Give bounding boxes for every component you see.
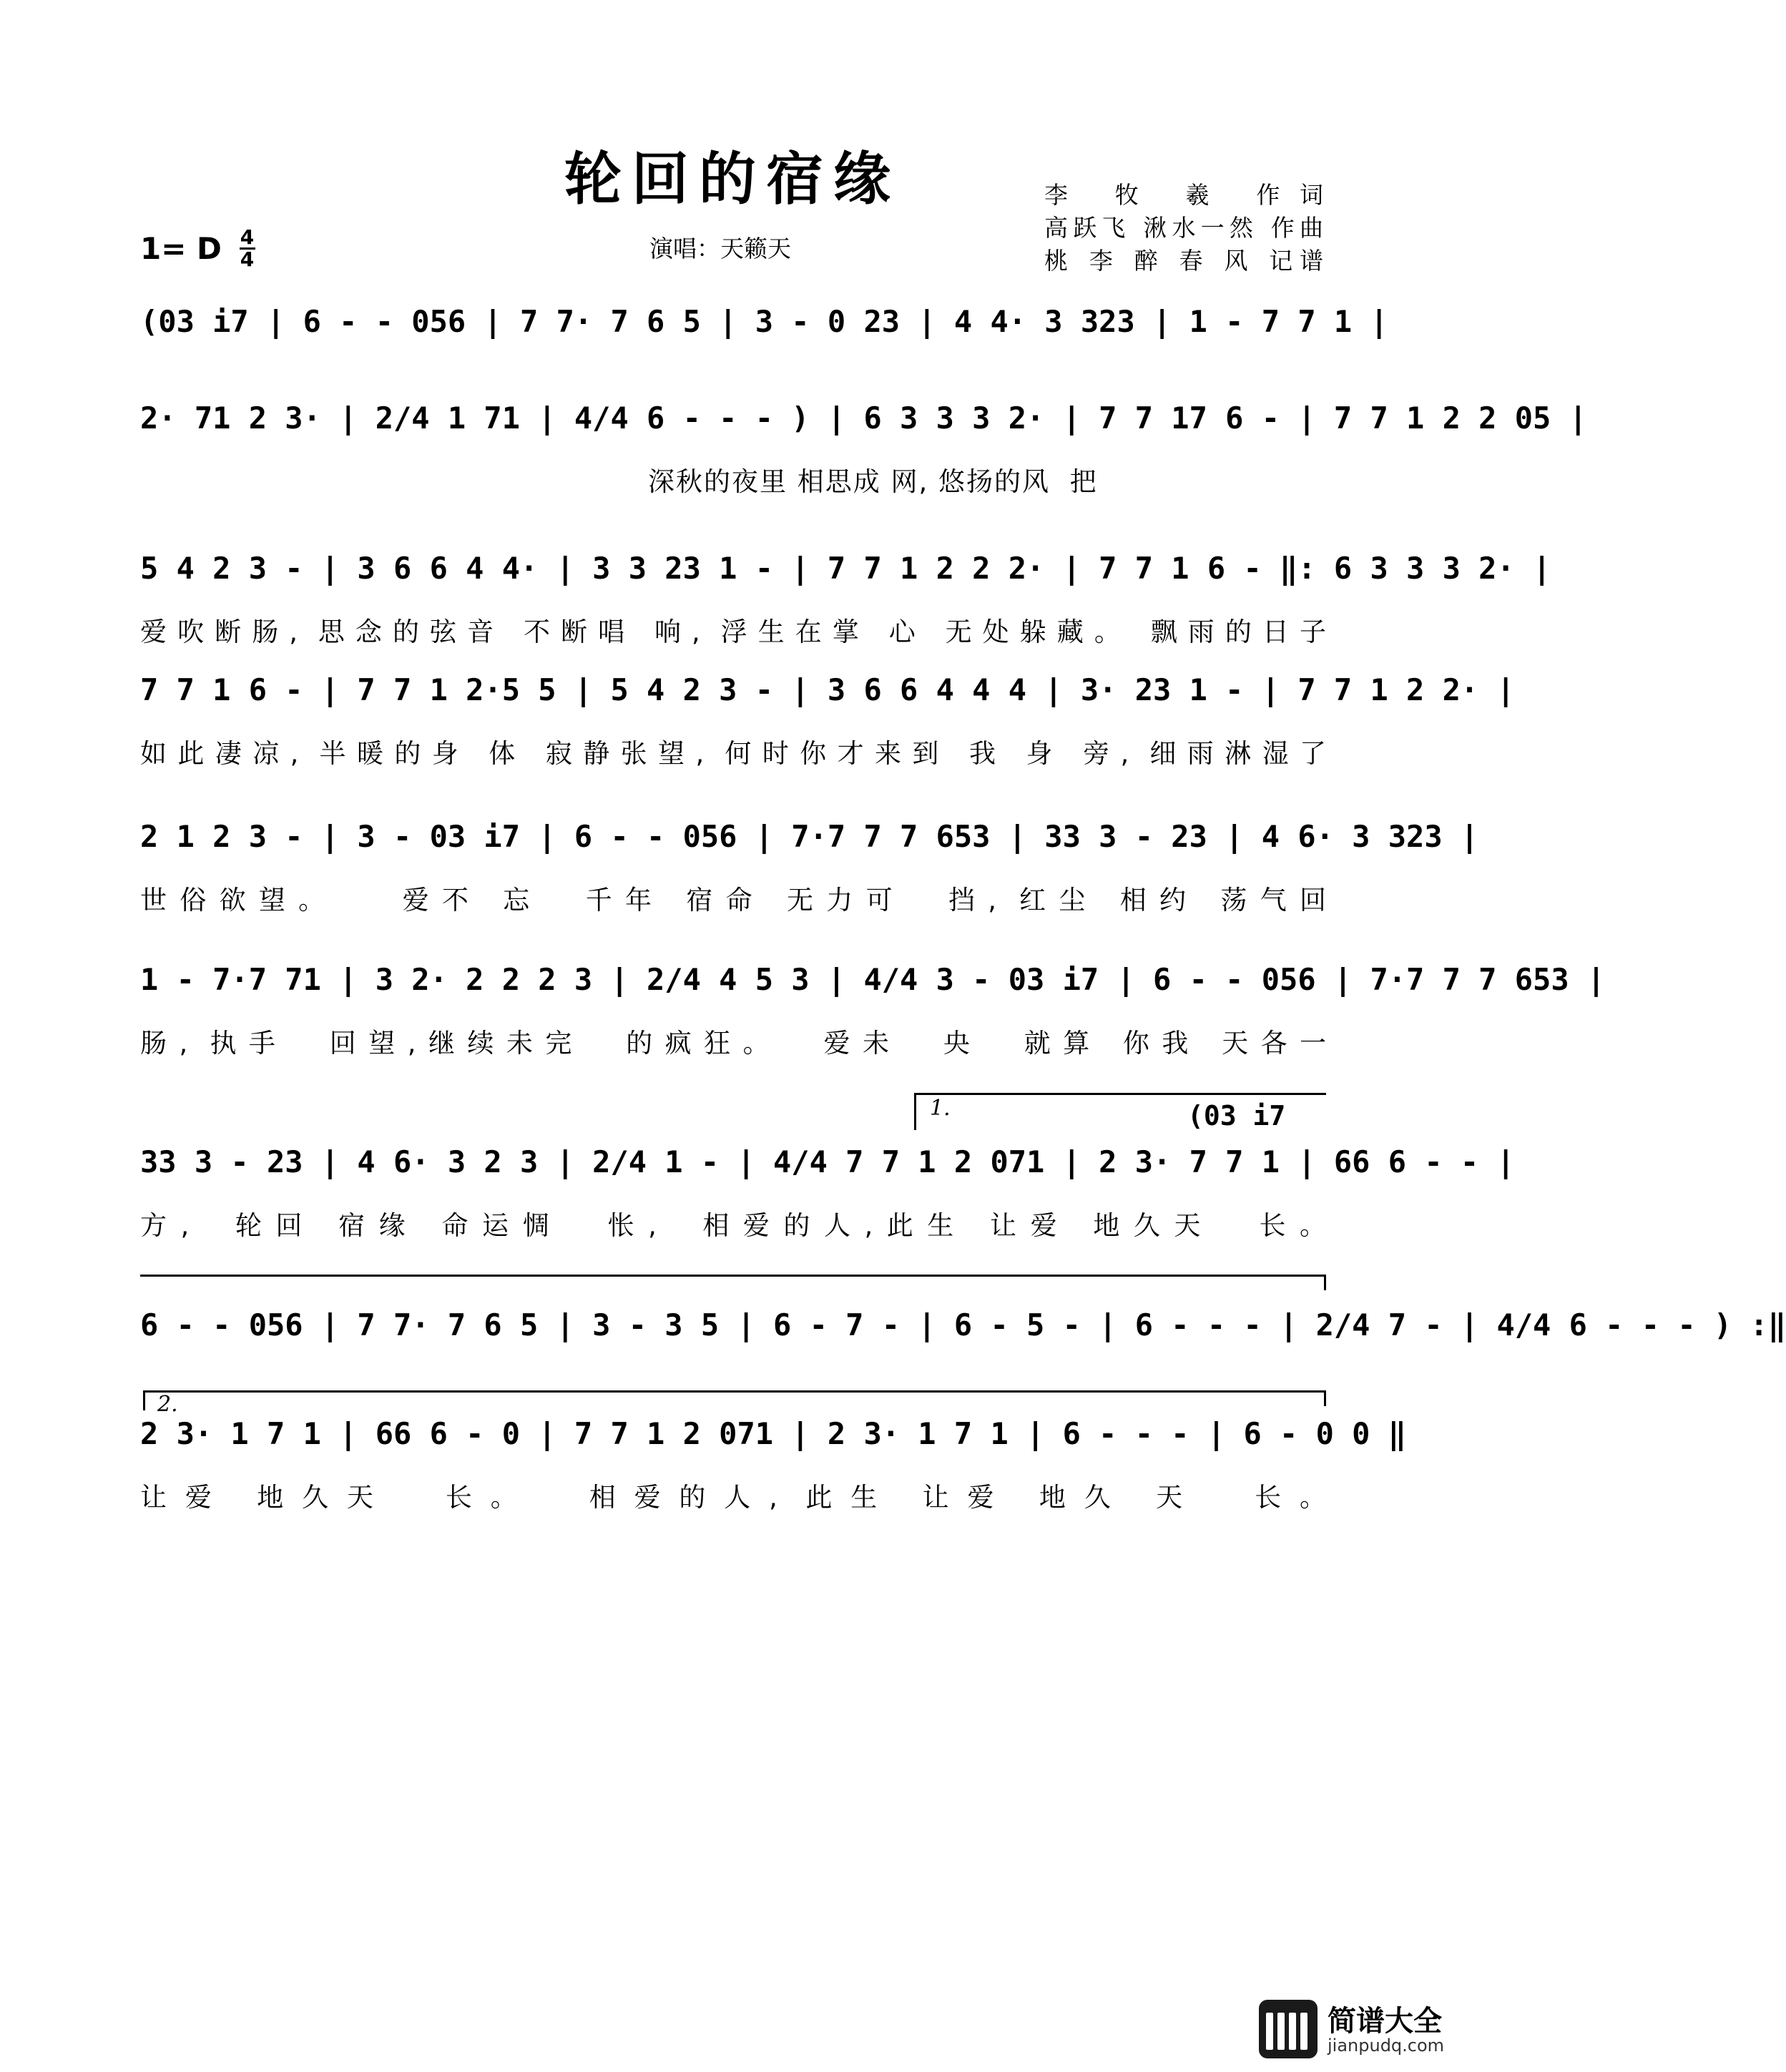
notation-line: 2 3· 1 7 1 | 66 6 - 0 | 7 7 1 2 071 | 2 3· 1 7 1 | 6 - - - | 6 - 0 0 ‖ [140,1416,1407,1451]
watermark-name: 简谱大全 [1328,2005,1442,2038]
score-system-4 [140,669,1515,772]
lyric-line: 方, 轮回 宿缘 命运惆 怅, 相爱的人,此生 让爱 地久天 长。 [140,1210,1328,1241]
credits [1044,179,1323,278]
notation-line: 1 - 7·7 71 | 3 2· 2 2 2 3 | 2/4 4 5 3 | 4/4 3 - 03 i7 | 6 - - 056 | 7·7 7 7 653 | [140,962,1606,997]
lyric-line: 让爱 地久天 长。 相爱的人, 此生 让爱 地久 天 长。 [140,1482,1328,1513]
notation-line: 5 4 2 3 - | 3 6 6 4 4· | 3 3 23 1 - | 7 7 1 2 2 2· | 7 7 1 6 - ‖: 6 3 3 3 2· | [140,551,1551,586]
time-top: 4 [240,225,255,249]
volta-2-bracket [143,1390,1326,1393]
volta-2-label: 2. [157,1392,178,1417]
volta-1-tick [914,1093,916,1130]
notation-line: 2· 71 2 3· | 2/4 1 71 | 4/4 6 - - - ) | 6 3 3 3 2· | 7 7 17 6 - | 7 7 1 2 2 05 | [140,401,1587,436]
time-bottom: 4 [240,247,255,271]
site-watermark [1259,1995,1459,2067]
volta-2-tick [143,1390,145,1410]
score-system-2 [140,397,1587,500]
score-system-6 [140,958,1606,1061]
notation-line: 6 - - 056 | 7 7· 7 6 5 | 3 - 3 5 | 6 - 7 - | 6 - 5 - | 6 - - - | 2/4 7 - | 4/4 6 - - - ) :‖ [140,1307,1786,1342]
continuation-line [140,1275,1326,1277]
volta-1-pickup: (03 i7 [1187,1100,1286,1131]
lyric-line: 世俗欲望。 爱不 忘 千年 宿命 无力可 挡, 红尘 相约 荡气回 [140,885,1328,915]
volta-1-label: 1. [930,1096,951,1121]
notation-line: (03 i7 | 6 - - 056 | 7 7· 7 6 5 | 3 - 0 23 | 4 4· 3 323 | 1 - 7 7 1 | [140,304,1388,339]
lyric-line: 深秋的夜里 相思成 网, 悠扬的风 把 [648,466,1098,497]
singer-credit: 演唱：天籁天 [649,235,791,262]
score-system-7 [140,1141,1515,1244]
volta-2-end-tick [1324,1390,1326,1406]
key-signature [140,227,255,270]
time-signature [240,227,255,270]
notation-line: 33 3 - 23 | 4 6· 3 2 3 | 2/4 1 - | 4/4 7 7 1 2 071 | 2 3· 7 7 1 | 66 6 - - | [140,1144,1515,1179]
continuation-tick [1324,1275,1326,1290]
notation-line: 7 7 1 6 - | 7 7 1 2·5 5 | 5 4 2 3 - | 3 6 6 4 4 4 | 3· 23 1 - | 7 7 1 2 2· | [140,672,1515,707]
song-title: 轮回的宿缘 [564,145,901,212]
transcriber-credit: 桃 李 醉 春 风 记谱 [1044,247,1323,275]
score-system-9 [140,1413,1407,1516]
score-system-1 [140,300,1388,343]
score-system-3 [140,547,1551,650]
lyric-line: 肠, 执手 回望,继续未完 的疯狂。 爱未 央 就算 你我 天各一 [140,1028,1328,1059]
lyric-line: 爱吹断肠, 思念的弦音 不断唱 响, 浮生在掌 心 无处躲藏。 飘雨的日子 [140,617,1328,647]
key-label: 1= D [140,231,222,266]
watermark-url: jianpudq.com [1328,2036,1445,2056]
lyricist-credit: 李 牧 羲 作词 [1044,181,1323,209]
score-system-5 [140,815,1479,918]
score-system-8 [140,1304,1786,1347]
lyric-line: 如此凄凉, 半暖的身 体 寂静张望, 何时你才来到 我 身 旁, 细雨淋湿了 [140,738,1328,769]
piano-logo-icon [1259,2000,1318,2058]
notation-line: 2 1 2 3 - | 3 - 03 i7 | 6 - - 056 | 7·7 7 7 653 | 33 3 - 23 | 4 6· 3 323 | [140,819,1479,854]
composer-credit: 高跃飞 湫水一然 作曲 [1044,214,1323,242]
